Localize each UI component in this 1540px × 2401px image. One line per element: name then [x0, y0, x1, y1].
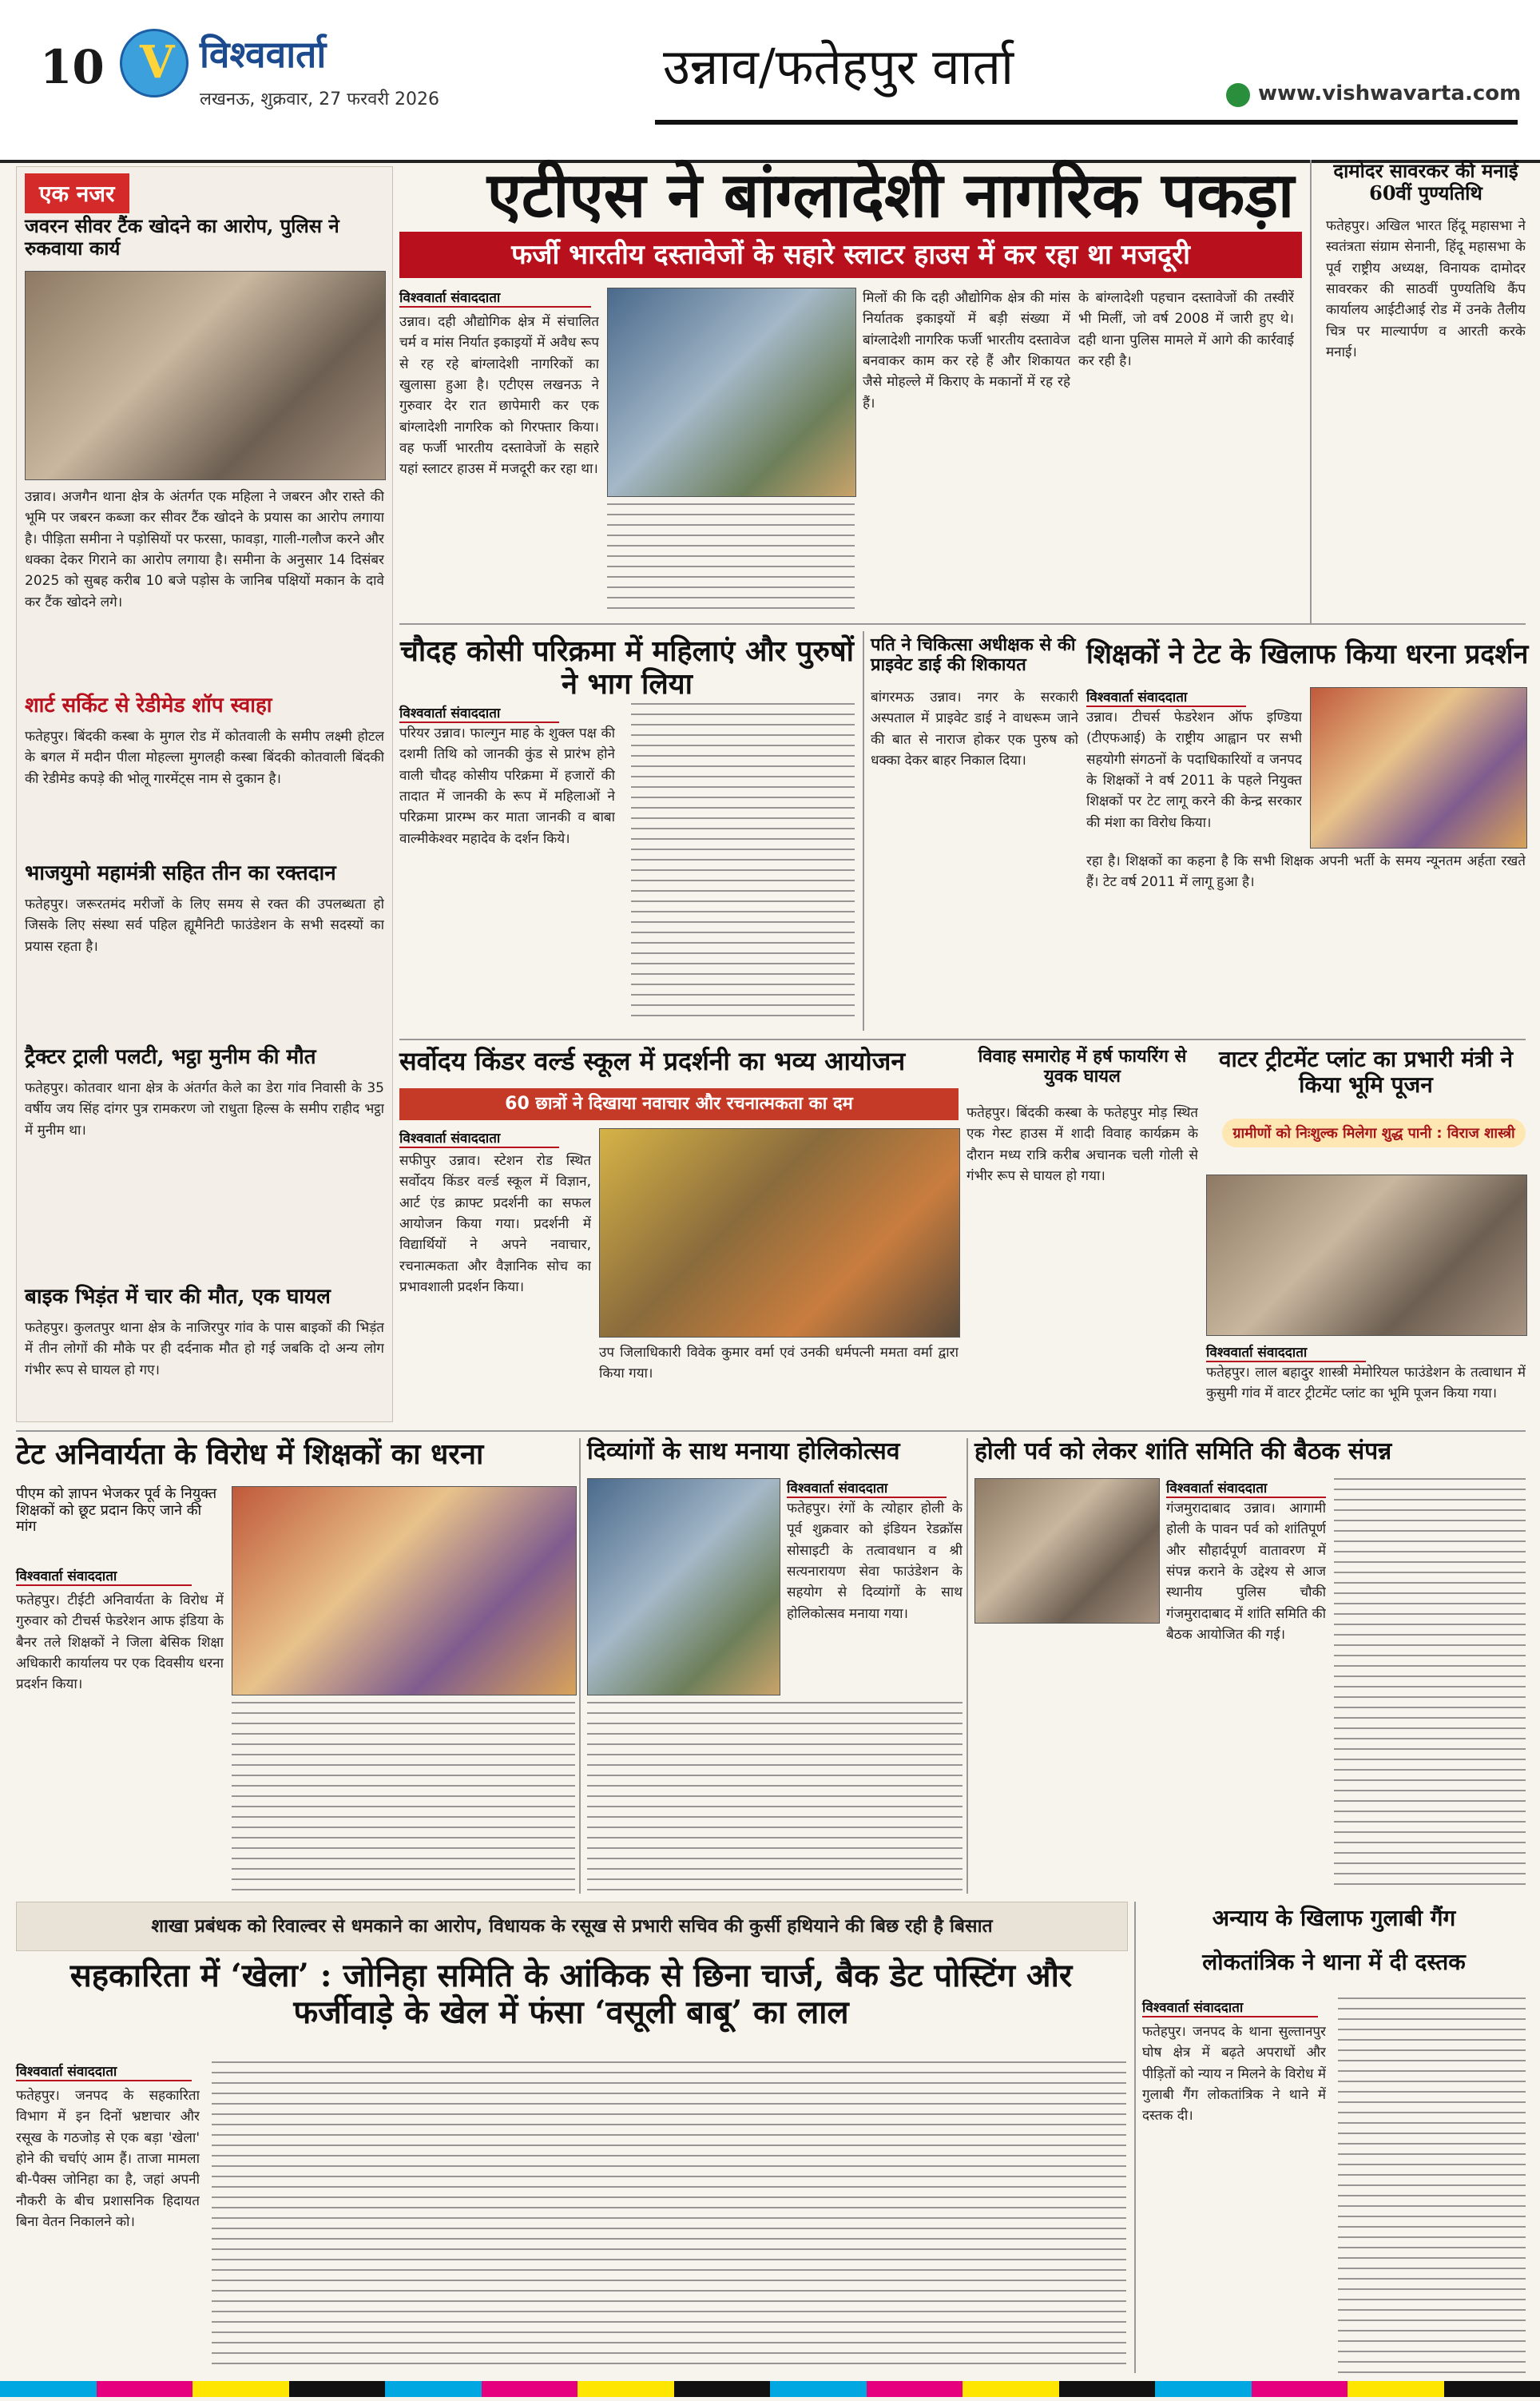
sidebar-divider [1310, 160, 1312, 623]
school-photo [599, 1128, 960, 1338]
print-color-swatch [1348, 2381, 1444, 2397]
gulabi-text-lines [1338, 1998, 1526, 2373]
sahkarita-headline: सहकारिता में ‘खेला’ : जोनिहा समिति के आंकिक से छिना चार्ज, बैक डेट पोस्टिंग और फर्जीवाड़े के खेल में फंसा ‘वसूली बाबू’ का लाल [69, 1957, 1073, 2031]
shanti-photo [974, 1478, 1160, 1624]
lead-photo [607, 288, 856, 497]
divider-3 [399, 1039, 1526, 1040]
lead-byline: विश्ववार्ता संवाददाता [399, 288, 591, 308]
print-color-swatch [1155, 2381, 1252, 2397]
sahkarita-byline: विश्ववार्ता संवाददाता [16, 2061, 192, 2081]
divider-6 [966, 1438, 968, 1894]
savarkar-body: फतेहपुर। अखिल भारत हिंदू महासभा ने स्वतंत्रता संग्राम सेनानी, हिंदू महासभा के पूर्व राष्ट्रीय अध्यक्ष, विनायक दामोदर सावरकर की साठवीं पुण्यतिथि कैंप कार्यालय आईटीआई रोड में उनके तैलीय चित्र पर माल्यार्पण व आरती करके मनाई। [1326, 218, 1526, 361]
print-color-swatch [963, 2381, 1059, 2397]
school-body: सफीपुर उन्नाव। स्टेशन रोड स्थित सर्वोदय किंडर वर्ल्ड स्कूल में विज्ञान, आर्ट एंड क्राफ्ट प्रदर्शनी का सफल आयोजन किया गया। प्रदर्शनी में विद्यार्थियों ने अपने नवाचार, रचनात्मकता और वैज्ञानिक सोच का प्रभावशाली प्रदर्शन किया। [399, 1153, 591, 1296]
shanti-text-lines [1334, 1478, 1526, 1894]
print-color-swatch [0, 2381, 97, 2397]
parikrama-text-lines [631, 703, 855, 1023]
print-color-swatch [97, 2381, 193, 2397]
story1-body: उन्नाव। अजगैन थाना क्षेत्र के अंतर्गत एक महिला ने जबरन और रास्ते की भूमि पर जबरन कब्जा कर सीवर टैंक खोदने के प्रयास का आरोप लगाया है। पीड़िता समीना ने पड़ोसियों पर फरसा, फावड़ा, गाली-गलौज करने और धक्का देकर गिराने का आरोप लगाया है। समीना के अनुसार 14 दिसंबर 2025 को सुबह करीब 10 बजे पड़ोस के जानिब पक्षियों मकान के दावे कर टैंक खोदने लगे। [25, 489, 384, 610]
story2-title: शार्ट सर्किट से रेडीमेड शॉप स्वाहा [25, 694, 272, 718]
tet-photo [232, 1486, 577, 1695]
story1-photo [25, 271, 386, 480]
wedding-body: फतेहपुर। बिंदकी कस्बा के फतेहपुर मोड़ स्थित एक गेस्ट हाउस में शादी विवाह कार्यक्रम के दौरान मध्य रात्रि करीब अचानक चली गोली से गंभीर रूप से घायल हो गया। [966, 1105, 1198, 1185]
left-column [16, 166, 393, 1422]
teachers-body: उन्नाव। टीचर्स फेडरेशन ऑफ इण्डिया (टीएफआई) के राष्ट्रीय आह्वान पर सभी सहयोगी संगठनों के पदाधिकारियों व जनपद के शिक्षकों ने वर्ष 2011 के पहले नियुक्त शिक्षकों पर टेट लागू करने की केन्द्र सरकार की मंशा का विरोध किया। [1086, 710, 1302, 831]
print-color-swatch [385, 2381, 482, 2397]
tet-body: फतेहपुर। टीईटी अनिवार्यता के विरोध में गुरुवार को टीचर्स फेडरेशन आफ इंडिया के बैनर तले शिक्षकों ने जिला बेसिक शिक्षा अधिकारी कार्यालय पर एक दिवसीय धरना प्रदर्शन किया। [16, 1592, 224, 1693]
print-color-swatch [192, 2381, 289, 2397]
story5-title: बाइक भिड़ंत में चार की मौत, एक घायल [25, 1285, 331, 1309]
divider-1 [399, 623, 1526, 625]
lead-headline: एटीएस ने बांग्लादेशी नागरिक पकड़ा [486, 159, 1295, 232]
water-photo [1206, 1175, 1527, 1336]
divyang-byline: विश्ववार्ता संवाददाता [787, 1478, 947, 1498]
print-color-swatch [770, 2381, 867, 2397]
story3-body: फतेहपुर। जरूरतमंद मरीजों के लिए समय से रक्त की उपलब्धता हो जिसके लिए संस्था सर्व पहिल ह्यूमैनिटी फाउंडेशन के सभी सदस्यों का प्रयास रहता है। [25, 896, 384, 955]
lead-body-2: मिलों की कि दही औद्योगिक क्षेत्र की मांस निर्यातक इकाइयों में बड़ी संख्या में बांग्लादेशी नागरिक फर्जी भारतीय दस्तावेज बनवाकर काम कर रहे हैं और शिकायत जैसे मोहल्ले में किराए के मकानों में रह रहे हैं। [863, 290, 1070, 411]
parikrama-headline: चौदह कोसी परिक्रमा में महिलाएं और पुरुषों ने भाग लिया [399, 634, 855, 702]
divyang-body: फतेहपुर। रंगों के त्योहार होली के पूर्व शुक्रवार को इंडियन रेडक्रॉस सोसाइटी के तत्वावधान व श्री सत्यनारायण सेवा फाउंडेशन के सहयोग से दिव्यांगों के साथ होलिकोत्सव मनाया गया। [787, 1501, 963, 1622]
section-title: उन्नाव/फतेहपुर वार्ता [663, 38, 1014, 96]
print-color-swatch [289, 2381, 386, 2397]
lead-body-3: के बांग्लादेशी पहचान दस्तावेजों की तस्वीरें भी मिलीं, जो वर्ष 2008 में जारी हुए थे। दही थाना पुलिस मामले में आगे की कार्रवाई कर रही है। [1078, 290, 1294, 370]
website-icon [1226, 83, 1250, 107]
ek-nazar-tag: एक नजर [25, 173, 129, 213]
gulabi-headline-2: लोकतांत्रिक ने थाना में दी दस्तक [1202, 1949, 1466, 1975]
gulabi-byline: विश्ववार्ता संवाददाता [1142, 1998, 1318, 2017]
story4-body: फतेहपुर। कोतवार थाना क्षेत्र के अंतर्गत केले का डेरा गांव निवासी के 35 वर्षीय जय सिंह दांगर पुत्र रामकरण जो राधुता हिल्स के समीप राहीद भट्ठा में मुनीम था। [25, 1080, 384, 1139]
print-color-swatch [578, 2381, 674, 2397]
story2-body: फतेहपुर। बिंदकी कस्बा के मुगल रोड में कोतवाली के समीप लक्ष्मी होटल के बगल में मदीन पीला मोहल्ला मुगलही कस्बा बिंदकी कोतवाली बिंदकी की रेडीमेड कपड़े की भोलू गारमेंट्स नाम से दुकान है। [25, 729, 384, 787]
brand-logo-icon [120, 29, 189, 97]
print-color-bar [0, 2381, 1540, 2397]
school-caption: उप जिलाधिकारी विवेक कुमार वर्मा एवं उनकी धर्मपत्नी ममता वर्मा द्वारा किया गया। [599, 1345, 959, 1382]
water-pill: ग्रामीणों को निःशुल्क मिलेगा शुद्ध पानी : विराज शास्त्री [1222, 1119, 1526, 1147]
lead-subhead: फर्जी भारतीय दस्तावेजों के सहारे स्लाटर हाउस में कर रहा था मजदूरी [399, 232, 1302, 278]
shanti-headline: होली पर्व को लेकर शांति समिति की बैठक संपन्न [974, 1437, 1392, 1465]
page-number: 10 [40, 40, 105, 94]
gulabi-headline-1: अन्याय के खिलाफ गुलाबी गैंग [1212, 1905, 1456, 1931]
teachers-byline: विश्ववार्ता संवाददाता [1086, 687, 1246, 707]
tet-text-lines [232, 1702, 575, 1894]
tet-headline: टेट अनिवार्यता के विरोध में शिक्षकों का धरना [16, 1437, 484, 1471]
divider-2 [863, 631, 864, 1031]
print-color-swatch [674, 2381, 771, 2397]
print-color-swatch [1059, 2381, 1156, 2397]
story5-body: फतेहपुर। कुलतपुर थाना क्षेत्र के नाजिरपुर गांव के पास बाइकों की भिड़ंत में तीन लोगों की मौके पर ही दर्दनाक मौत हो गई जबकि दो अन्य लोग गंभीर रूप से घायल हो गए। [25, 1320, 384, 1378]
sahkarita-banner: शाखा प्रबंधक को रिवाल्वर से धमकाने का आरोप, विधायक के रसूख से प्रभारी सचिव की कुर्सी हथियाने की बिछ रही है बिसात [16, 1902, 1128, 1951]
parikrama-byline: विश्ववार्ता संवाददाता [399, 703, 559, 723]
brand-name: विश्ववार्ता [200, 33, 327, 76]
print-color-swatch [1252, 2381, 1348, 2397]
divider-4 [16, 1430, 1526, 1432]
water-body: फतेहपुर। लाल बहादुर शास्त्री मेमोरियल फाउंडेशन के तत्वाधान में कुसुमी गांव में वाटर ट्रीटमेंट प्लांट का भूमि पूजन किया गया। [1206, 1365, 1526, 1402]
cmo-headline: पति ने चिकित्सा अधीक्षक से की प्राइवेट डाई की शिकायत [871, 634, 1076, 676]
story1-title: जवरन सीवर टैंक खोदने का आरोप, पुलिस ने रुकवाया कार्य [25, 214, 339, 260]
dateline: लखनऊ, शुक्रवार, 27 फरवरी 2026 [200, 89, 440, 109]
cmo-body: बांगरमऊ उन्नाव। नगर के सरकारी अस्पताल में प्राइवेट डाई ने वाधरूम जाने की बात से नाराज होकर एक पुरुष को धक्का देकर बाहर निकाल दिया। [871, 690, 1078, 769]
header-rule [655, 120, 1518, 125]
shanti-body: गंजमुरादाबाद उन्नाव। आगामी होली के पावन पर्व को शांतिपूर्ण और सौहार्दपूर्ण वातावरण में संपन्न कराने के उद्देश्य से आज स्थानीय पुलिस चौकी गंजमुरादाबाद में शांति समिति की बैठक आयोजित की गई। [1166, 1501, 1326, 1644]
school-subhead: 60 छात्रों ने दिखाया नवाचार और रचनात्मकता का दम [399, 1088, 959, 1120]
gulabi-body: फतेहपुर। जनपद के थाना सुल्तानपुर घोष क्षेत्र में बढ़ते अपराधों और पीड़ितों को न्याय न मिलने के विरोध में गुलाबी गैंग लोकतांत्रिक ने थाने में दस्तक दी। [1142, 2024, 1326, 2125]
sahkarita-text-lines [212, 2061, 1126, 2373]
sahkarita-body: फतेहपुर। जनपद के सहकारिता विभाग में इन दिनों भ्रष्टाचार और रसूख के गठजोड़ से एक बड़ा 'खेला' होने की चर्चाएं आम हैं। ताजा मामला बी-पैक्स जोनिहा का है, जहां अपनी नौकरी के बीच प्रशासनिक हिदायत बिना वेतन निकालने को। [16, 2088, 200, 2231]
print-color-swatch [867, 2381, 963, 2397]
website-link[interactable]: www.vishwavarta.com [1258, 81, 1522, 105]
water-headline: वाटर ट्रीटमेंट प्लांट का प्रभारी मंत्री ने किया भूमि पूजन [1218, 1046, 1513, 1099]
teachers-body-2: रहा है। शिक्षकों का कहना है कि सभी शिक्षक अपनी भर्ती के समय न्यूनतम अर्हता रखते हैं। टेट वर्ष 2011 में लागू हुआ है। [1086, 853, 1526, 891]
masthead [0, 0, 1540, 163]
divyang-text-lines [587, 1702, 963, 1894]
divyang-photo [587, 1478, 780, 1695]
story4-title: ट्रैक्टर ट्राली पलटी, भट्ठा मुनीम की मौत [25, 1045, 316, 1069]
lead-body: उन्नाव। दही औद्योगिक क्षेत्र में संचालित चर्म व मांस निर्यात इकाइयों में अवैध रूप से रह रहे बांग्लादेशी नागरिकों का खुलासा हुआ है। एटीएस लखनऊ ने गुरुवार देर रात छापेमारी कर एक बांग्लादेशी नागरिक को गिरफ्तार किया। वह फर्जी भारतीय दस्तावेजों के सहारे यहां स्लाटर हाउस में मजदूरी कर रहा था। [399, 314, 599, 478]
divider-7 [1134, 1902, 1136, 2373]
tet-subhead: पीएम को ज्ञापन भेजकर पूर्व के नियुक्त शिक्षकों को छूट प्रदान किए जाने की मांग [16, 1485, 217, 1536]
savarkar-title: दामोदर सावरकर की मनाई 60वीं पुण्यतिथि [1333, 159, 1518, 205]
school-headline: सर्वोदय किंडर वर्ल्ड स्कूल में प्रदर्शनी का भव्य आयोजन [399, 1046, 906, 1076]
divider-5 [579, 1438, 581, 1894]
parikrama-body: परियर उन्नाव। फाल्गुन माह के शुक्ल पक्ष की दशमी तिथि को जानकी कुंड से प्रारंभ होने वाली चौदह कोसीय परिक्रमा में हजारों की तादात में जानकी के रूप में महिलाओं ने परिक्रमा प्रारम्भ कर माता जानकी व बाबा वाल्मीकेश्वर महादेव के दर्शन किये। [399, 725, 615, 847]
teachers-headline: शिक्षकों ने टेट के खिलाफ किया धरना प्रदर्शन [1086, 638, 1529, 670]
tet-byline: विश्ववार्ता संवाददाता [16, 1566, 192, 1586]
school-byline: विश्ववार्ता संवाददाता [399, 1128, 559, 1148]
print-color-swatch [482, 2381, 578, 2397]
shanti-byline: विश्ववार्ता संवाददाता [1166, 1478, 1326, 1498]
print-color-swatch [1444, 2381, 1540, 2397]
wedding-headline: विवाह समारोह में हर्ष फायरिंग से युवक घायल [978, 1046, 1187, 1087]
water-byline: विश्ववार्ता संवाददाता [1206, 1342, 1366, 1362]
divyang-headline: दिव्यांगों के साथ मनाया होलिकोत्सव [587, 1437, 900, 1465]
teachers-photo [1310, 687, 1527, 849]
story3-title: भाजयुमो महामंत्री सहित तीन का रक्तदान [25, 861, 336, 885]
lead-text-lines [607, 503, 855, 615]
